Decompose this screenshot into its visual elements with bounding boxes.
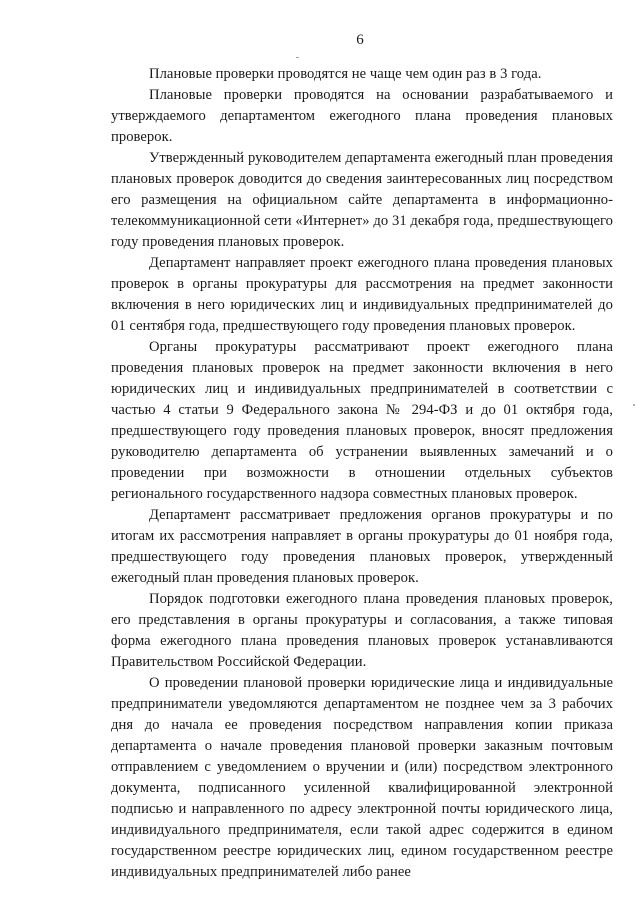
paragraph-plan-procedure: Порядок подготовки ежегодного плана проведения плановых проверок, его представления в органы прокуратуры и согласования, а также типовая форма ежегодного плана проведения плановых проверок устанавливаются Правительством Российской Федерации. [111,591,613,670]
scan-speck [633,404,635,406]
paragraph-inspection-frequency: Плановые проверки проводятся не чаще чем один раз в 3 года. [149,66,542,82]
document-body [111,64,613,883]
paragraph-prosecutor-review: Органы прокуратуры рассматривают проект ежегодного плана проведения плановых проверок на предмет законности включения в него юридических лиц и индивидуальных предпринимателей в соответствии с частью 4 статьи 9 Федерального закона № 294-ФЗ и до 01 октября года, предшествующего году проведения плановых проверок, вносят предложения руководителю департамента об устранении выявленных замечаний и о проведении при возможности в отношении отдельных субъектов регионального государственного надзора совместных плановых проверок. [111,339,613,502]
paragraph-plan-publication: Утвержденный руководителем департамента ежегодный план проведения плановых проверок доводится до сведения заинтересованных лиц посредством его размещения на официальном сайте департамента в информационно-телекоммуникационной сети «Интернет» до 31 декабря года, предшествующего году проведения плановых проверок. [111,150,613,250]
scan-speck [296,57,299,58]
paragraph-annual-plan-basis: Плановые проверки проводятся на основании разрабатываемого и утверждаемого департаментом ежегодного плана проведения плановых проверок. [111,87,613,145]
paragraph-department-consideration: Департамент рассматривает предложения органов прокуратуры и по итогам их рассмотрения направляет в органы прокуратуры до 01 ноября года, предшествующего году проведения плановых проверок, утвержденный ежегодный план проведения плановых проверок. [111,507,613,586]
paragraph-plan-submission: Департамент направляет проект ежегодного плана проведения плановых проверок в органы прокуратуры для рассмотрения на предмет законности включения в него юридических лиц и индивидуальных предпринимателей до 01 сентября года, предшествующего году проведения плановых проверок. [111,255,613,334]
page-number: 6 [356,32,364,48]
paragraph-inspection-notification: О проведении плановой проверки юридические лица и индивидуальные предприниматели уведомляются департаментом не позднее чем за 3 рабочих дня до начала ее проведения посредством направления копии приказа департамента о начале проведения плановой проверки заказным почтовым отправлением с уведомлением о вручении и (или) посредством электронного документа, подписанного усиленной квалифицированной электронной подписью и направленного по адресу электронной почты юридического лица, индивидуального предпринимателя, если такой адрес содержится в едином государственном реестре юридических лиц, едином государственном реестре индивидуальных предпринимателей либо ранее [111,675,613,880]
